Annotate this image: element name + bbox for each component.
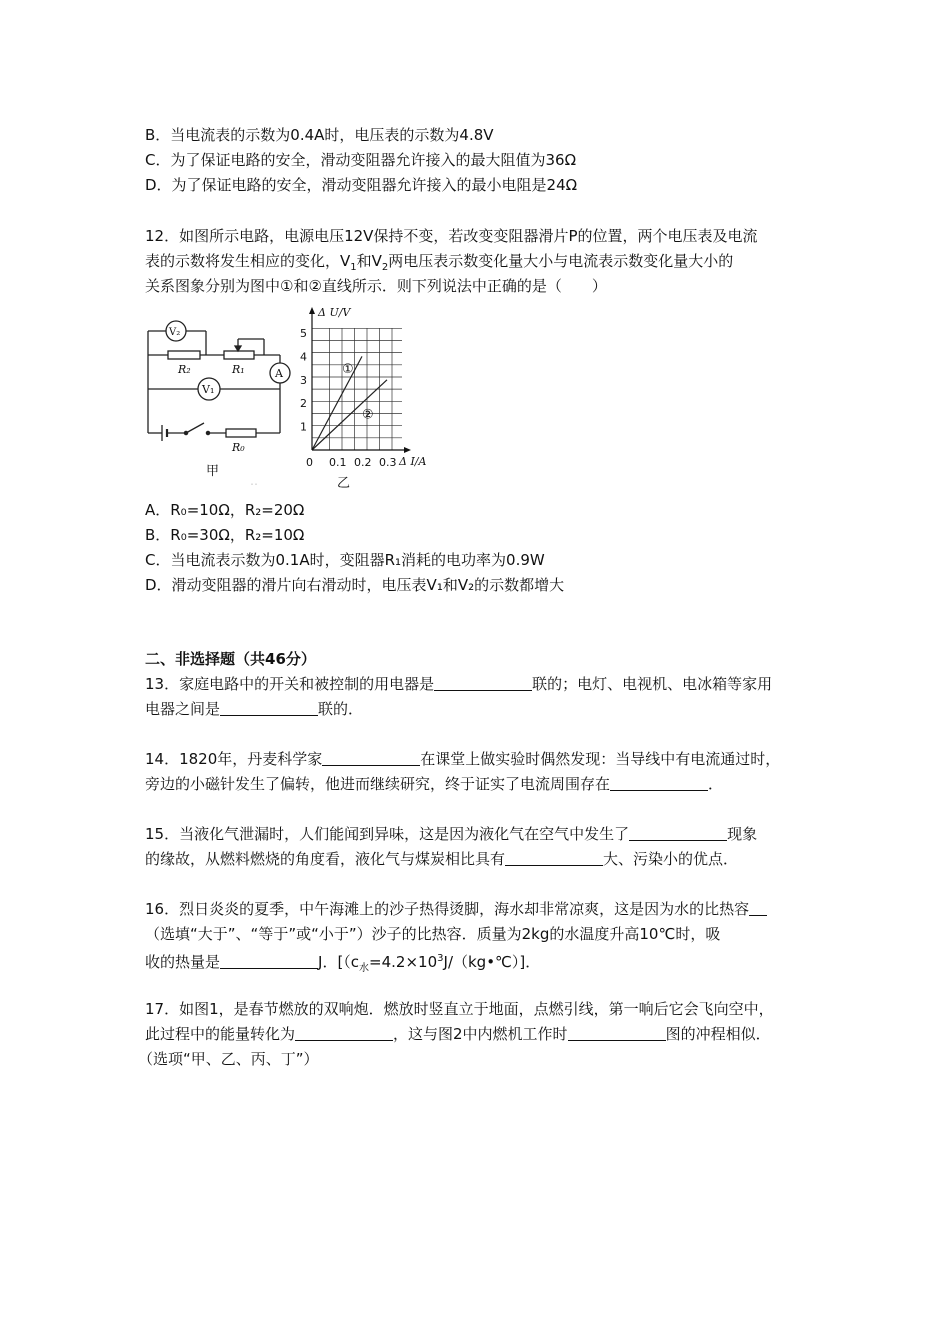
- y-tick-label: 5: [300, 327, 307, 340]
- q16-line2: （选填“大于”、“等于”或“小于”）沙子的比热容．质量为2kg的水温度升高10℃时，吸: [145, 925, 721, 943]
- q17-l2c: 图的冲程相似．: [665, 1025, 771, 1043]
- q14-l2a: 旁边的小磁针发生了偏转，他进而继续研究，终于证实了电流周围存在: [145, 775, 611, 793]
- q14-l1a: 14．1820年，丹麦科学家: [145, 750, 323, 768]
- q13-blank-1[interactable]: [434, 676, 532, 691]
- q16-l1a: 16．烈日炎炎的夏季，中午海滩上的沙子热得烫脚，海水却非常凉爽，这是因为水的比热容: [145, 900, 750, 918]
- y-tick-label: 1: [300, 420, 307, 434]
- r2-label: R₂: [178, 363, 191, 376]
- q17-line1: 17．如图1，是春节燃放的双响炮．燃放时竖直立于地面，点燃引线，第一响后它会飞向空中，: [145, 1000, 774, 1018]
- v2-meter-label: V₂: [169, 327, 181, 338]
- q16-l3sup: 3: [437, 953, 444, 964]
- q12-stem2-b: 和V: [356, 252, 382, 270]
- q12-option-b: B．R₀=30Ω，R₂=10Ω: [145, 526, 305, 544]
- q13-l1b: 联的；电灯、电视机、电冰箱等家用: [532, 675, 773, 693]
- section-2-title: 二、非选择题（共46分）: [145, 650, 316, 668]
- q13-l1a: 13．家庭电路中的开关和被控制的用电器是: [145, 675, 435, 693]
- x-tick-label: 0: [306, 456, 313, 469]
- q15-l2b: 大、污染小的优点．: [603, 850, 739, 868]
- q12-stem-line3: 关系图象分别为图中①和②直线所示．则下列说法中正确的是（ ）: [145, 277, 607, 295]
- q15-line1: [145, 823, 757, 845]
- q15-blank-1[interactable]: [629, 826, 727, 841]
- ammeter-label: A: [275, 367, 283, 380]
- circuit-diagram: [140, 315, 300, 485]
- q13-line2: [145, 698, 363, 720]
- q14-line2: [145, 773, 723, 795]
- circuit-caption: 甲: [206, 464, 220, 479]
- series-label-1: ①: [342, 361, 354, 377]
- graph-grid: [312, 328, 402, 450]
- small-mark: ˙˙: [250, 483, 258, 492]
- q17-line2: [145, 1023, 771, 1045]
- q13-l2a: 电器之间是: [145, 700, 221, 718]
- y-tick-label: 2: [300, 397, 307, 411]
- series-label-2: ②: [362, 407, 374, 423]
- q11-option-b: B．当电流表的示数为0.4A时，电压表的示数为4.8V: [145, 126, 494, 144]
- q11-option-d: D．为了保证电路的安全，滑动变阻器允许接入的最小电阻是24Ω: [145, 176, 578, 194]
- x-tick-label: 0.2: [354, 456, 372, 469]
- q16-l3c: =4.2×10: [369, 953, 438, 971]
- q14-blank-2[interactable]: [610, 776, 708, 791]
- q16-blank-2[interactable]: [220, 954, 318, 969]
- q14-l2b: ．: [708, 775, 724, 793]
- q12-stem2-a: 表的示数将发生相应的变化，V: [145, 252, 351, 270]
- q17-blank-1[interactable]: [295, 1026, 393, 1041]
- q17-blank-2[interactable]: [568, 1026, 666, 1041]
- q12-option-d: D．滑动变阻器的滑片向右滑动时，电压表V₁和V₂的示数都增大: [145, 576, 565, 594]
- q17-line3: （选项“甲、乙、丙、丁”）: [138, 1050, 319, 1068]
- q15-l1b: 现象: [727, 825, 758, 843]
- q12-stem2-c: 两电压表示数变化量大小与电流表示数变化量大小的: [388, 252, 734, 270]
- r0-label: R₀: [232, 441, 245, 454]
- graph-caption: 乙: [337, 476, 351, 491]
- y-tick-label: 3: [300, 373, 307, 387]
- series-line-2: [312, 380, 387, 450]
- q17-l2b: ，这与图2中内燃机工作时: [393, 1025, 568, 1043]
- q12-stem2-sub1: 1: [350, 262, 357, 273]
- q16-line1: [145, 898, 767, 920]
- q12-option-a: A．R₀=10Ω，R₂=20Ω: [145, 501, 305, 519]
- q16-l3sub: 水: [359, 963, 370, 974]
- q14-line1: [145, 748, 780, 770]
- y-axis-label: Δ U/V: [318, 306, 351, 319]
- q13-blank-2[interactable]: [220, 701, 318, 716]
- q16-l3d: J/（kg•℃）]．: [443, 953, 541, 971]
- q17-l2a: 此过程中的能量转化为: [145, 1025, 296, 1043]
- q12-option-c: C．当电流表示数为0.1A时，变阻器R₁消耗的电功率为0.9W: [145, 551, 545, 569]
- x-axis-label: Δ I/A: [399, 455, 427, 468]
- q11-option-c: C．为了保证电路的安全，滑动变阻器允许接入的最大阻值为36Ω: [145, 151, 577, 169]
- q15-blank-2[interactable]: [505, 851, 603, 866]
- x-tick-label: 0.1: [329, 456, 347, 469]
- q16-l3b: J．[（c: [318, 953, 360, 971]
- y-axis-arrow: [309, 307, 315, 314]
- x-tick-label: 0.3: [379, 456, 397, 469]
- q13-line1: [145, 673, 772, 695]
- q12-stem-line1: 12．如图所示电路，电源电压12V保持不变，若改变变阻器滑片P的位置，两个电压表及电流: [145, 227, 758, 245]
- q15-l2a: 的缘故，从燃料燃烧的角度看，液化气与煤炭相比具有: [145, 850, 506, 868]
- q15-line2: [145, 848, 738, 870]
- q14-blank-1[interactable]: [322, 751, 420, 766]
- graph-svg: [296, 305, 446, 495]
- q16-blank-1[interactable]: [749, 901, 767, 916]
- q15-l1a: 15．当液化气泄漏时，人们能闻到异味，这是因为液化气在空气中发生了: [145, 825, 630, 843]
- q16-line3: [145, 948, 540, 980]
- q12-stem2-sub2: 2: [381, 262, 389, 273]
- r1-label: R₁: [232, 363, 245, 376]
- v1-meter-label: V₁: [202, 383, 215, 396]
- x-axis-arrow: [404, 447, 411, 453]
- q14-l1b: 在课堂上做实验时偶然发现：当导线中有电流通过时，: [420, 750, 781, 768]
- graph-lines: [312, 356, 387, 450]
- q13-l2b: 联的．: [318, 700, 364, 718]
- q16-l3a: 收的热量是: [145, 953, 221, 971]
- y-tick-label: 4: [300, 350, 307, 364]
